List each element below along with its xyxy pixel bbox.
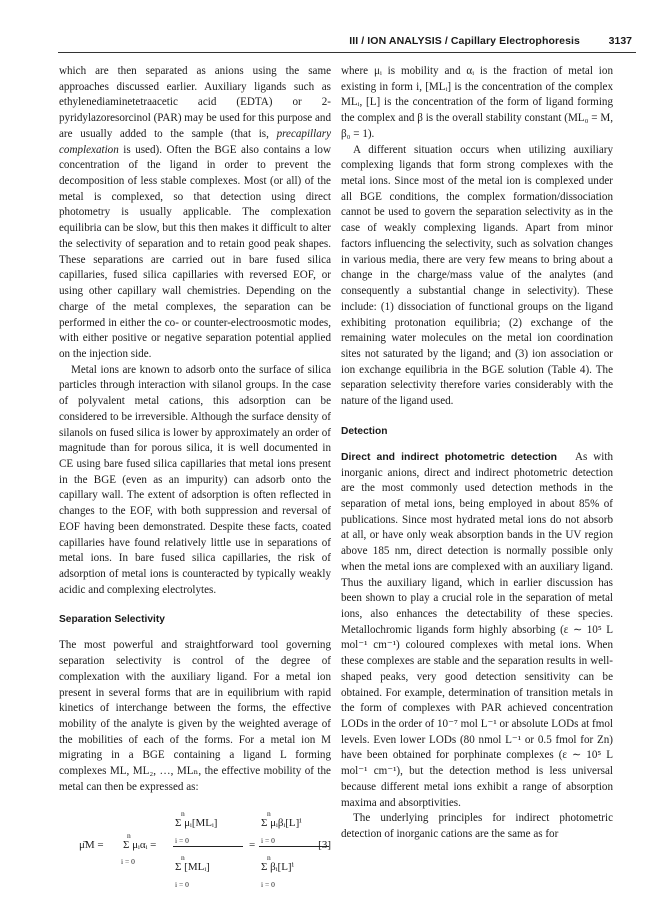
section-heading: Detection bbox=[341, 425, 388, 437]
eq-denominator-1: Σ [MLᵢ] bbox=[175, 860, 210, 873]
eq-lower-limit: i = 0 bbox=[121, 856, 135, 866]
eq-upper-limit: n bbox=[181, 808, 185, 818]
eq-equals: = bbox=[249, 838, 256, 851]
eq-sum-alpha: Σ μᵢαᵢ = bbox=[123, 838, 157, 851]
eq-lower-limit: i = 0 bbox=[175, 879, 189, 889]
emphasis: precapillary complexation bbox=[59, 127, 331, 156]
eq-lower-limit: i = 0 bbox=[261, 879, 275, 889]
left-column bbox=[59, 64, 331, 890]
paragraph: Metal ions are known to adsorb onto the surface of silica particles through interaction with silanol groups. In the case of polyvalent metal cations, this adsorption can be considered to be irreversible. Although the surface density of silanols on fused silica is lower by approximately an order of magnitude than for porous silica, it is well documented in CE using bare fused silica capillaries that metal ions present in the BGE (even as an impurity) can adsorb onto the capillary wall. The extent of adsorption is often reflected in changes to the EOF, with both suppression and reversal of EOF having been demonstrated. Despite these facts, coated capillaries have found relatively little use in separations of metal ions. In bare fused silica capillaries, the risk of adsorption of metal ions is counteracted by typically weakly acidic and complexing electrolytes. bbox=[59, 363, 331, 596]
eq-upper-limit: n bbox=[267, 852, 271, 862]
paragraph: The underlying principles for indirect photometric detection of inorganic cations are the same as for bbox=[341, 812, 613, 841]
eq-lower-limit: i = 0 bbox=[261, 835, 275, 845]
eq-upper-limit: n bbox=[267, 808, 271, 818]
paragraph: The most powerful and straightforward tool governing separation selectivity is control of the degree of complexation with the auxiliary ligand. For a metal ion present in several forms that are in equilibrium with rapid kinetics of interchange between the forms, the effective mobility of the analyte is given by the weighted average of the mobilities of each of the forms. For a metal ion M migrating in a BGE containing a ligand L forming complexes ML, ML₂, …, MLₙ, the effective mobility of the metal can then be expressed as: bbox=[59, 639, 331, 793]
eq-lhs: μ̄M = bbox=[79, 838, 104, 851]
section-heading: Separation Selectivity bbox=[59, 614, 165, 626]
run-in-heading: Direct and indirect photometric detection bbox=[341, 451, 558, 463]
eq-numerator-2: Σ μᵢβᵢ[L]ⁱ bbox=[261, 816, 302, 829]
header-rule bbox=[58, 52, 636, 53]
page-header bbox=[0, 35, 668, 55]
equation-3 bbox=[59, 802, 331, 890]
eq-lower-limit: i = 0 bbox=[175, 835, 189, 845]
eq-numerator-1: Σ μᵢ[MLᵢ] bbox=[175, 816, 218, 829]
equation-number: [3] bbox=[318, 838, 331, 851]
paragraph: which are then separated as anions using the same approaches discussed earlier. Auxiliary ligands such as ethylenediaminetetraacetic acid (EDTA) or 2-pyridylazoresorcinol (PAR) may be used for this purpose and are usually added to the sample (that is, precapillary complexation is used). Often the BGE also contains a low concentration of the ligand in order to prevent the decomposition of less stable complexes. Most (or all) of the metal is complexed, so that detection using direct photometry is usually applicable. The complexation equilibria can be slow, but this then makes it difficult to alter the selectivity of separation and to retain good peak shapes. These separations are carried out in bare fused silica capillaries, fused silica capillaries with reversed EOF, or using other capillary wall chemistries. Depending on the charge of the metal complexes, the separation can be performed in either the co- or counter-electroosmotic modes, with either positive or negative separation potential applied on the injection side. bbox=[59, 65, 331, 360]
right-column bbox=[341, 64, 613, 843]
eq-upper-limit: n bbox=[127, 830, 131, 840]
paragraph: Direct and indirect photometric detection As with inorganic anions, direct and indirect photometric detection are the most commonly used detection methods in the separation of metal ions, being employed in about 85% of publications. Since most hydrated metal ions do not absorb at all, or have only weak absorption bands in the UV region above 185 nm, direct detection is normally possible only when the metal ions are complexed with an auxiliary ligand. Thus the auxiliary ligand, which in earlier discussion has been shown to play a crucial role in the separation of metal ions, also enhances the detectability of these species. Metallochromic ligands form highly absorbing (ε ∼ 10⁵ L mol⁻¹ cm⁻¹) coloured complexes with metal ions. When these complexes are stable and the separation results in well-shaped peaks, very good detection sensitivity can be obtained. For example, determination of transition metals in the form of complexes with PAR achieved concentration LODs in the order of 10⁻⁷ mol L⁻¹ or absolute LODs at fmol levels. Even lower LODs (80 nmol L⁻¹ or 0.5 fmol for Zn) have been obtained for porphinate complexes (ε ∼ 10⁵ L mol⁻¹ cm⁻¹), but the detection method is less universal because different metal ions exhibit a range of absorption maxima and absorptivities. bbox=[341, 450, 613, 809]
fraction-bar bbox=[173, 846, 243, 847]
eq-denominator-2: Σ βᵢ[L]ⁱ bbox=[261, 860, 294, 873]
eq-upper-limit: n bbox=[181, 852, 185, 862]
paragraph: A different situation occurs when utilizing auxiliary complexing ligands that form strong complexes with the metal ions. Since most of the metal ion is complexed under all BGE conditions, the complex formation/dissociation cannot be used to govern the separation selectivity as in the case of weakly complexing ligands. Apart from minor factors influencing the selectivity, such as solvation changes in various media, there are very few means to bring about a change in the charge/mass value of the analytes (and consequently a substantial change in selectivity). These include: (1) dissociation of functional groups on the ligand exhibiting protonation equilibria; (2) exchange of the remaining water molecules on the metal ion coordination sites not saturated by the ligand; and (3) ion association or ion exchange equilibria in the BGE solution (Table 4). The separation selectivity therefore varies considerably with the nature of the ligand used. bbox=[341, 143, 613, 408]
running-title: III / ION ANALYSIS / Capillary Electrophoresis bbox=[349, 35, 580, 47]
page-number: 3137 bbox=[608, 35, 632, 47]
paragraph: where μᵢ is mobility and αᵢ is the fraction of metal ion existing in form i, [MLᵢ] is the concentration of the complex MLᵢ, [L] is the concentration of the form of ligand forming the complex and β is the overall stability constant (ML₀ = M, β₀ = 1). bbox=[341, 65, 613, 140]
